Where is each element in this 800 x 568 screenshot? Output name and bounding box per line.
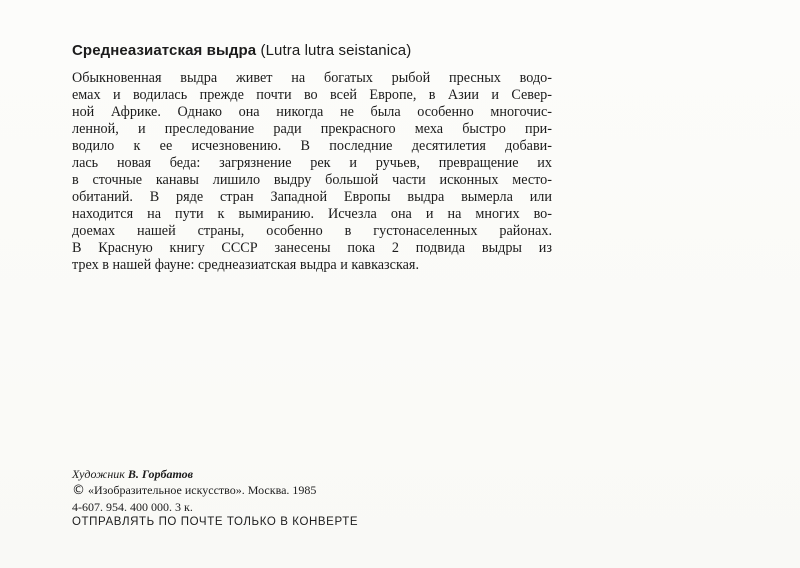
artist-name: В. Горбатов [127,467,194,481]
description-line: ной Африке. Однако она никогда не была особенно многочис- [72,104,552,120]
description-line: находится на пути к вымиранию. Исчезла она и на многих во- [72,206,552,222]
description-line: водило к ее исчезновению. В последние десятилетия добави- [72,138,552,154]
catalog-line: 4-607. 954. 400 000. 3 к. [72,500,193,514]
description-line: ленной, и преследование ради прекрасного меха быстро при- [72,121,552,137]
page-title [72,42,411,60]
artist-credit [72,466,316,482]
description-line: обитаний. В ряде стран Западной Европы выдра вымерла или [72,189,552,205]
description-line: доемах нашей страны, особенно в густонаселенных районах. [72,223,552,239]
artist-label: Художник [72,467,125,481]
description-line: В Красную книгу СССР занесены пока 2 подвида выдры из [72,240,552,256]
description-line: Обыкновенная выдра живет на богатых рыбой пресных водо- [72,70,552,86]
description-line: лась новая беда: загрязнение рек и ручьев, превращение их [72,155,552,171]
description-line: в сточные канавы лишило выдру большой части исконных место- [72,172,552,188]
copyright-icon: © [72,483,85,498]
publisher-line: «Изобразительное искусство». Москва. 1985 [88,483,317,497]
publisher-credit [72,482,316,499]
description-line: трех в нашей фауне: среднеазиатская выдра и кавказская. [72,257,420,273]
mailing-note: ОТПРАВЛЯТЬ ПО ПОЧТЕ ТОЛЬКО В КОНВЕРТЕ [72,516,359,528]
description-line: емах и водилась прежде почти во всей Европе, в Азии и Север- [72,87,552,103]
description-text [72,70,552,274]
title-latin: (Lutra lutra seistanica) [260,42,412,59]
credits-block [72,466,316,515]
title-russian: Среднеазиатская выдра [72,42,257,59]
